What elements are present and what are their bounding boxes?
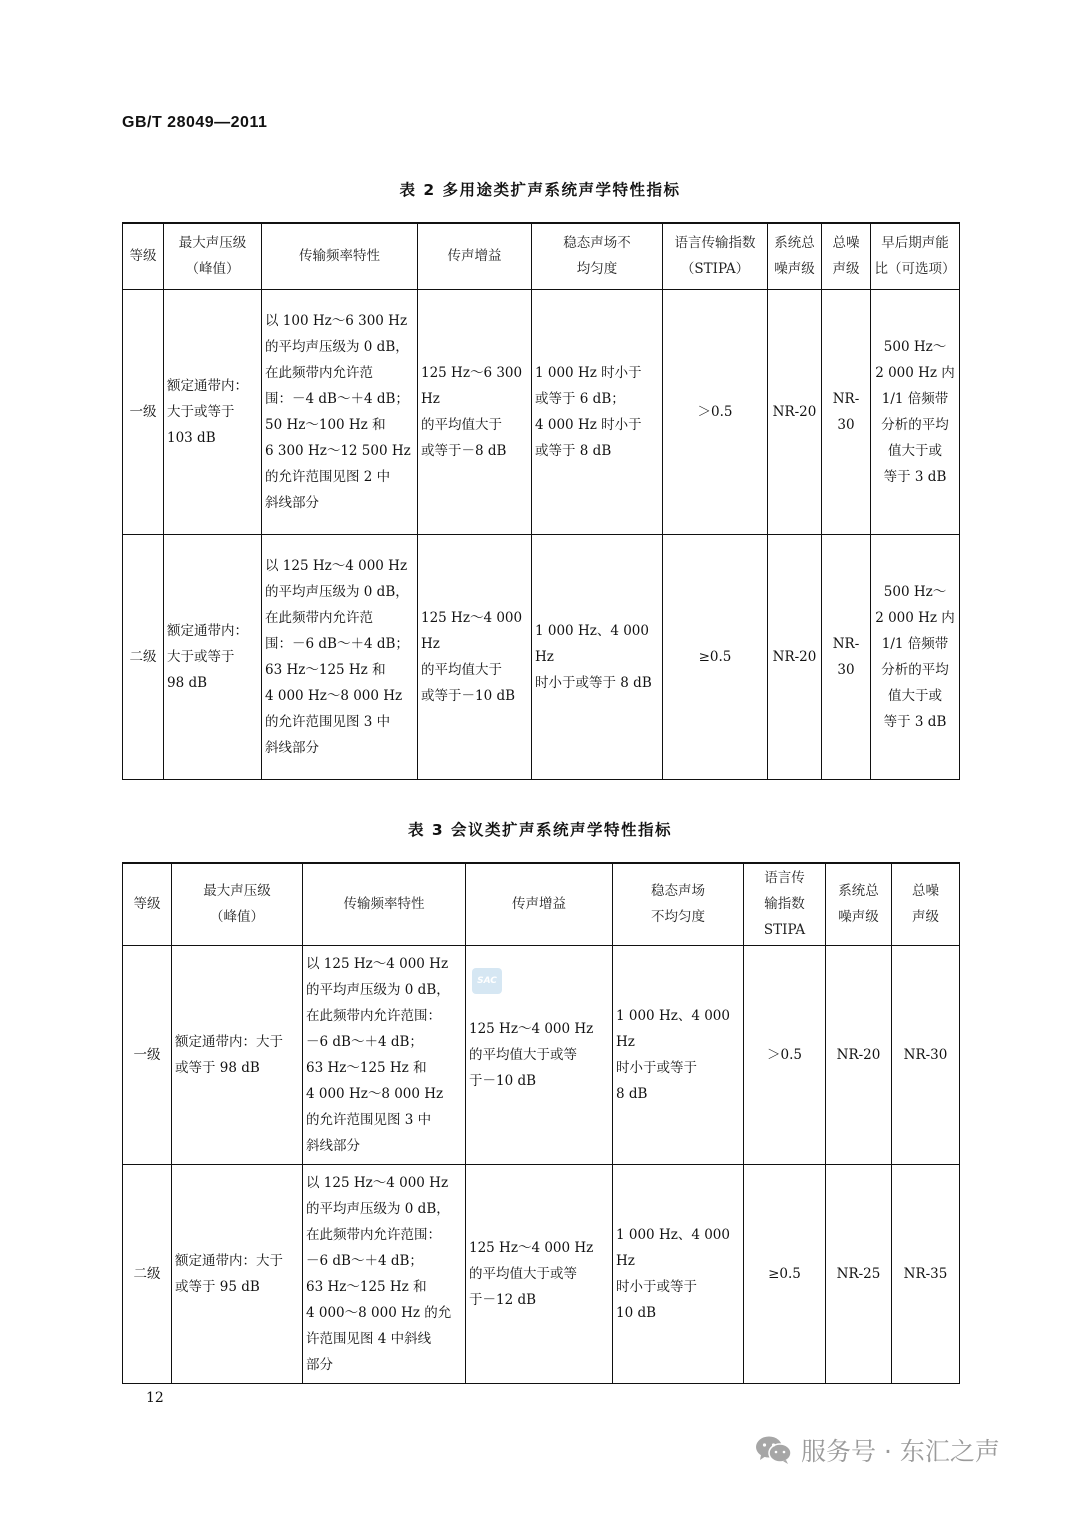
cell-line: 98 dB bbox=[167, 674, 208, 691]
cell-line: 4 000 Hz～8 000 Hz bbox=[265, 687, 403, 704]
cell-line: 4 000 Hz～8 000 Hz bbox=[306, 1085, 444, 1102]
cell-line: 1 000 Hz 时小于 bbox=[535, 364, 642, 381]
cell-line: ＞0.5 bbox=[767, 1046, 802, 1063]
cell-line: 2 000 Hz 内 bbox=[875, 364, 955, 381]
cell-line: 二级 bbox=[129, 648, 157, 665]
cell-line: NR-25 bbox=[836, 1265, 881, 1282]
grade-cell bbox=[123, 289, 164, 534]
cell-line: 额定通带内： bbox=[167, 622, 248, 639]
header-cell bbox=[822, 223, 871, 289]
cell-line: 最大声压级 bbox=[178, 235, 247, 252]
max-spl-cell bbox=[172, 1164, 303, 1383]
uniformity-cell bbox=[532, 534, 663, 779]
header-cell bbox=[613, 863, 744, 945]
cell-line: 值大于或 bbox=[888, 442, 942, 459]
uniformity-cell bbox=[613, 945, 744, 1164]
cell-line: 的允许范围见图 3 中 bbox=[265, 713, 391, 730]
header-cell bbox=[418, 223, 532, 289]
cell-line: 125 Hz～4 000 Hz bbox=[469, 1239, 594, 1256]
cell-line: 早后期声能 bbox=[881, 235, 949, 252]
cell-line: 围：－4 dB～＋4 dB； bbox=[265, 390, 409, 407]
table-row bbox=[123, 1164, 960, 1383]
cell-line: 10 dB bbox=[616, 1304, 657, 1321]
cell-line: 以 125 Hz～4 000 Hz bbox=[306, 1174, 449, 1191]
cell-line: 一级 bbox=[133, 1046, 161, 1063]
total-noise-cell bbox=[892, 1164, 960, 1383]
cell-line: NR-30 bbox=[903, 1046, 948, 1063]
cell-line: 大于或等于 bbox=[167, 403, 235, 420]
cell-line: 50 Hz～100 Hz 和 bbox=[265, 416, 386, 433]
cell-line: 均匀度 bbox=[576, 261, 618, 278]
stipa-cell bbox=[663, 289, 768, 534]
cell-line: 的平均声压级为 0 dB， bbox=[306, 981, 450, 998]
max-spl-cell bbox=[172, 945, 303, 1164]
cell-line: 斜线部分 bbox=[265, 494, 319, 511]
cell-line: 额定通带内：大于 bbox=[175, 1252, 283, 1269]
header-cell bbox=[768, 223, 822, 289]
cell-line: 的平均值大于或等 bbox=[469, 1046, 577, 1063]
cell-line: ≥0.5 bbox=[698, 648, 732, 665]
header-cell bbox=[172, 863, 303, 945]
cell-line: 斜线部分 bbox=[265, 739, 319, 756]
gain-cell bbox=[418, 289, 532, 534]
cell-line: 传声增益 bbox=[447, 248, 502, 265]
table3-header-row bbox=[123, 863, 960, 945]
cell-line: 额定通带内： bbox=[167, 377, 248, 394]
cell-line: 斜线部分 bbox=[306, 1137, 360, 1154]
cell-line: 的平均值大于或等 bbox=[469, 1265, 577, 1282]
cell-line: 总噪 bbox=[912, 883, 939, 900]
page-number: 12 bbox=[146, 1390, 164, 1406]
uniformity-cell bbox=[613, 1164, 744, 1383]
cell-line: 的平均声压级为 0 dB， bbox=[306, 1200, 450, 1217]
cell-line: 1/1 倍频带 bbox=[881, 635, 949, 652]
cell-line: 1 000 Hz、4 000 Hz bbox=[535, 622, 649, 665]
header-cell bbox=[744, 863, 826, 945]
cell-line: 在此频带内允许范 bbox=[265, 364, 373, 381]
cell-line: 一级 bbox=[129, 403, 157, 420]
cell-line: 二级 bbox=[133, 1265, 161, 1282]
cell-line: （STIPA） bbox=[680, 261, 750, 278]
cell-line: 总噪 bbox=[832, 235, 860, 252]
cell-line: 输指数 bbox=[764, 896, 805, 913]
table-row bbox=[123, 289, 960, 534]
cell-line: 许范围见图 4 中斜线 bbox=[306, 1330, 432, 1347]
cell-line: 稳态声场不 bbox=[563, 235, 631, 252]
cell-line: 声级 bbox=[912, 909, 939, 926]
cell-line: （峰值） bbox=[185, 261, 240, 278]
energy-ratio-cell bbox=[871, 289, 960, 534]
cell-line: 传声增益 bbox=[512, 896, 566, 913]
header-cell bbox=[262, 223, 418, 289]
header-cell bbox=[303, 863, 466, 945]
cell-line: 于－12 dB bbox=[469, 1291, 537, 1308]
freq-response-cell bbox=[303, 945, 466, 1164]
cell-line: 在此频带内允许范围： bbox=[306, 1226, 441, 1243]
cell-line: 以 100 Hz～6 300 Hz bbox=[265, 312, 408, 329]
cell-line: －6 dB～＋4 dB； bbox=[306, 1252, 423, 1269]
cell-line: 于－10 dB bbox=[469, 1072, 537, 1089]
cell-line: 噪声级 bbox=[838, 909, 879, 926]
cell-line: NR-35 bbox=[903, 1265, 948, 1282]
cell-line: 的平均声压级为 0 dB， bbox=[265, 583, 409, 600]
stipa-cell bbox=[744, 945, 826, 1164]
cell-line: 分析的平均 bbox=[881, 661, 949, 678]
header-cell bbox=[532, 223, 663, 289]
cell-line: 或等于－10 dB bbox=[421, 687, 516, 704]
cell-line: 以 125 Hz～4 000 Hz bbox=[306, 955, 449, 972]
cell-line: 噪声级 bbox=[774, 261, 815, 278]
cell-line: 或等于 8 dB bbox=[535, 442, 612, 459]
wechat-icon bbox=[755, 1434, 793, 1466]
cell-line: 语言传 bbox=[764, 870, 805, 887]
cell-line: 的允许范围见图 3 中 bbox=[306, 1111, 432, 1128]
cell-line: 6 300 Hz～12 500 Hz bbox=[265, 442, 411, 459]
table3-caption: 表 3 会议类扩声系统声学特性指标 bbox=[407, 821, 673, 839]
cell-line: NR-30 bbox=[832, 390, 860, 433]
cell-line: 额定通带内：大于 bbox=[175, 1033, 283, 1050]
total-noise-cell bbox=[892, 945, 960, 1164]
footer-brand-text: 服务号 · 东汇之声 bbox=[801, 1437, 1000, 1466]
cell-line: 值大于或 bbox=[888, 687, 942, 704]
header-cell bbox=[826, 863, 892, 945]
stipa-cell bbox=[744, 1164, 826, 1383]
cell-line: （峰值） bbox=[210, 909, 264, 926]
cell-line: 103 dB bbox=[167, 429, 216, 446]
table-row bbox=[123, 534, 960, 779]
system-noise-cell bbox=[826, 1164, 892, 1383]
cell-line: 125 Hz～4 000 Hz bbox=[469, 1020, 594, 1037]
cell-line: 时小于或等于 bbox=[616, 1278, 697, 1295]
cell-line: 大于或等于 bbox=[167, 648, 235, 665]
cell-line: －6 dB～＋4 dB； bbox=[306, 1033, 423, 1050]
cell-line: 的平均声压级为 0 dB， bbox=[265, 338, 409, 355]
uniformity-cell bbox=[532, 289, 663, 534]
max-spl-cell bbox=[164, 289, 262, 534]
header-cell bbox=[123, 223, 164, 289]
cell-line: 1 000 Hz、4 000 Hz bbox=[616, 1007, 730, 1050]
cell-line: 的允许范围见图 2 中 bbox=[265, 468, 391, 485]
cell-line: 的平均值大于 bbox=[421, 661, 502, 678]
cell-line: 500 Hz～ bbox=[883, 338, 947, 355]
cell-line: 部分 bbox=[306, 1356, 333, 1373]
cell-line: 63 Hz～125 Hz 和 bbox=[306, 1059, 427, 1076]
cell-line: 或等于 95 dB bbox=[175, 1278, 260, 1295]
grade-cell bbox=[123, 534, 164, 779]
energy-ratio-cell bbox=[871, 534, 960, 779]
total-noise-cell bbox=[822, 534, 871, 779]
cell-line: ≥0.5 bbox=[768, 1265, 801, 1282]
cell-line: NR-20 bbox=[836, 1046, 881, 1063]
cell-line: 2 000 Hz 内 bbox=[875, 609, 955, 626]
header-cell bbox=[871, 223, 960, 289]
cell-line: 围：－6 dB～＋4 dB； bbox=[265, 635, 409, 652]
cell-line: 语言传输指数 bbox=[674, 235, 756, 252]
cell-line: 4 000 Hz 时小于 bbox=[535, 416, 642, 433]
header-cell bbox=[892, 863, 960, 945]
cell-line: 在此频带内允许范 bbox=[265, 609, 373, 626]
cell-line: 125 Hz～6 300 Hz bbox=[421, 364, 523, 407]
cell-line: STIPA bbox=[763, 922, 806, 939]
cell-line: 或等于 98 dB bbox=[175, 1059, 260, 1076]
cell-line: 8 dB bbox=[616, 1085, 648, 1102]
total-noise-cell bbox=[822, 289, 871, 534]
freq-response-cell bbox=[303, 1164, 466, 1383]
cell-line: 稳态声场 bbox=[651, 883, 705, 900]
cell-line: 63 Hz～125 Hz 和 bbox=[306, 1278, 427, 1295]
cell-line: 系统总 bbox=[838, 883, 879, 900]
table2-header-row bbox=[123, 223, 960, 289]
gain-cell bbox=[466, 1164, 613, 1383]
cell-line: 最大声压级 bbox=[203, 883, 271, 900]
header-cell bbox=[663, 223, 768, 289]
system-noise-cell bbox=[768, 289, 822, 534]
footer-brand[interactable] bbox=[755, 1430, 1000, 1470]
cell-line: NR-30 bbox=[832, 635, 860, 678]
table2-caption: 表 2 多用途类扩声系统声学特性指标 bbox=[399, 181, 681, 199]
cell-line: 在此频带内允许范围： bbox=[306, 1007, 441, 1024]
cell-line: 声级 bbox=[832, 261, 860, 278]
cell-line: 500 Hz～ bbox=[883, 583, 947, 600]
sac-watermark-logo: SAC bbox=[472, 968, 502, 994]
cell-line: 不均匀度 bbox=[651, 909, 705, 926]
cell-line: 等于 3 dB bbox=[883, 713, 947, 730]
cell-line: 等于 3 dB bbox=[883, 468, 947, 485]
header-cell bbox=[164, 223, 262, 289]
cell-line: 等级 bbox=[129, 248, 157, 265]
cell-line: 传输频率特性 bbox=[299, 248, 380, 265]
freq-response-cell bbox=[262, 289, 418, 534]
cell-line: 传输频率特性 bbox=[343, 896, 425, 913]
gain-cell bbox=[418, 534, 532, 779]
cell-line: 1/1 倍频带 bbox=[881, 390, 949, 407]
system-noise-cell bbox=[826, 945, 892, 1164]
cell-line: 1 000 Hz、4 000 Hz bbox=[616, 1226, 730, 1269]
cell-line: 63 Hz～125 Hz 和 bbox=[265, 661, 386, 678]
cell-line: 或等于 6 dB； bbox=[535, 390, 625, 407]
header-cell bbox=[123, 863, 172, 945]
grade-cell bbox=[123, 1164, 172, 1383]
cell-line: 等级 bbox=[133, 896, 161, 913]
table2 bbox=[122, 222, 960, 780]
cell-line: 分析的平均 bbox=[881, 416, 949, 433]
cell-line: 4 000～8 000 Hz 的允 bbox=[306, 1304, 452, 1321]
standard-code: GB/T 28049—2011 bbox=[122, 114, 268, 131]
grade-cell bbox=[123, 945, 172, 1164]
cell-line: 时小于或等于 bbox=[616, 1059, 697, 1076]
table-row bbox=[123, 945, 960, 1164]
stipa-cell bbox=[663, 534, 768, 779]
cell-line: NR-20 bbox=[772, 648, 817, 665]
cell-line: 或等于－8 dB bbox=[421, 442, 507, 459]
cell-line: 125 Hz～4 000 Hz bbox=[421, 609, 523, 652]
header-cell bbox=[466, 863, 613, 945]
max-spl-cell bbox=[164, 534, 262, 779]
cell-line: 系统总 bbox=[774, 235, 815, 252]
cell-line: 的平均值大于 bbox=[421, 416, 502, 433]
system-noise-cell bbox=[768, 534, 822, 779]
cell-line: NR-20 bbox=[772, 403, 817, 420]
cell-line: ＞0.5 bbox=[697, 403, 733, 420]
cell-line: 比（可选项） bbox=[874, 261, 956, 278]
table3 bbox=[122, 862, 960, 1384]
cell-line: 以 125 Hz～4 000 Hz bbox=[265, 557, 408, 574]
freq-response-cell bbox=[262, 534, 418, 779]
cell-line: 时小于或等于 8 dB bbox=[535, 674, 652, 691]
